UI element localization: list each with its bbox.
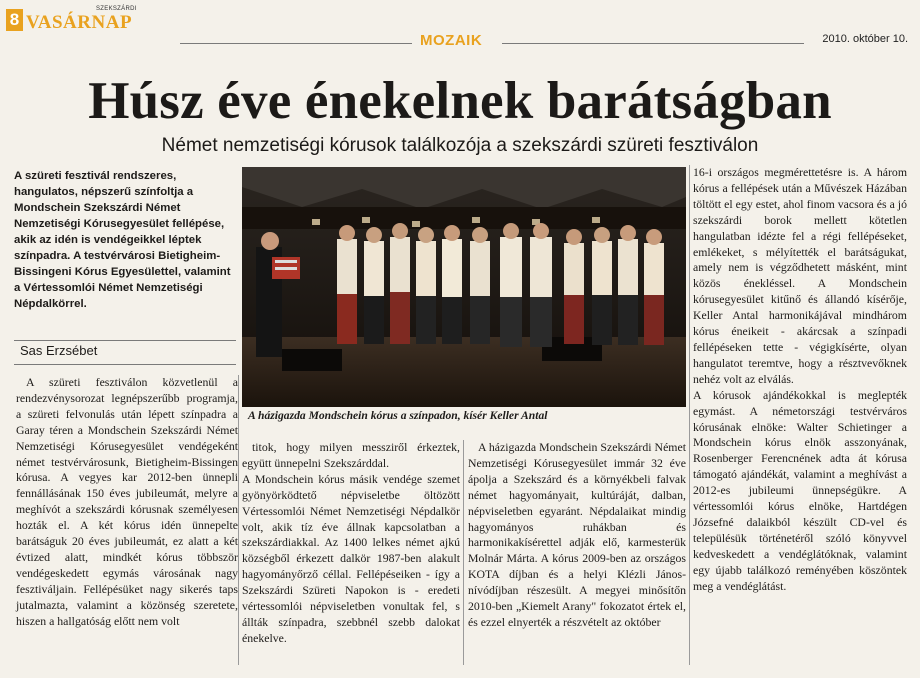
page-number: 8 (6, 9, 23, 31)
logo-small-text: SZEKSZÁRDI (96, 6, 137, 12)
header-rule-right (502, 43, 804, 44)
article-column-3 (468, 440, 686, 631)
subheadline: Német nemzetiségi kórusok találkozója a szekszárdi szüreti fesztiválon (161, 135, 759, 156)
header-rule-left (180, 43, 412, 44)
photo-illustration (242, 167, 686, 407)
article-column-1 (16, 375, 238, 630)
column-divider-3 (689, 165, 690, 665)
section-label: MOZAIK (420, 32, 483, 49)
author-byline: Sas Erzsébet (20, 343, 98, 358)
article-column-4 (693, 165, 907, 594)
choir-photo (242, 167, 686, 407)
lead-paragraph: A szüreti fesztivál rendszeres, hangulatos, népszerű színfoltja a Mondschein Szekszárdi Német Nemzetiségi Kórusegyesület fellépése, akik az idén is vendégeikkel léptek színpadra. A testvérvárosi Bietigheim-Bissingeni Kórus Egyesülettel, valamint a Vértessomlói Német Nemzetiségi Népdalkörrel. (14, 170, 231, 310)
column-3-text: A házigazda Mondschein Szekszárdi Német Nemzetiségi Kórusegyesület immár 32 éve ápolja a Szekszárd és a környékbeli falvak német hagyományait, kultúráját, dalban, népviseletben egyaránt. Népdalaikat mindig hagyományos ruhákban és harmonikakísérettel adják elő, karmesterük Molnár Márta. A kórus 2009-ben az országos KOTA díjban és a helyi Klézli János-nívódíjban részesült. A megyei minősítőn 2010-ben „Kiemelt Arany" fokozatot értek el, és ezzel elnyerték a részvételt az október (468, 440, 686, 629)
column-divider-2 (463, 440, 464, 665)
issue-date: 2010. október 10. (822, 33, 908, 45)
headline: Húsz éve énekelnek barátságban (88, 72, 832, 130)
column-divider-1 (238, 375, 239, 665)
logo-main-text: VASÁRNAP (26, 12, 133, 33)
column-2-text: titok, hogy milyen messziről érkeztek, együtt ünnepelni Szekszárddal. A Mondschein kórus másik vendége szemet gyönyörködtető népviseletbe öltözött Vértessomlói Német Nemzetiségi Népdalkör volt, akik tíz éve állnak kapcsolatban a szekszárdiakkal. Az 1400 lelkes német ajkú községből érkezett dalkör 1987-ben alakult hagyományőrző céllal. Fellépéseiken - így a Szekszárdi Szüreti Napokon is - eredeti vértessomlói népviseletben vonultak fel, s állták színpadra, szebbnél szebb dalokat énekelve. (242, 440, 460, 645)
column-1-text: A szüreti fesztiválon közvetlenül a rendezvénysorozat legnépszerűbb programja, a szüreti felvonulás után lépett színpadra a Garay téren a Mondschein Szekszárdi Német Nemzetiségi Kórusegyesület vendégeként német testvérvárosunk, Bietigheim-Bissingen kórusa. A vegyes kar 2012-ben ünnepli fennállásának 150 éves jubileumát, melyre a meghívót a szekszárdi kórusnak személyesen hozták el. A két kórus idén ünnepelte barátságuk 20 éves jubileumát, ez alatt a két évtized alatt, mindkét kórus többször vendégeskedett egymás városának nagy fesztiváljain. Fellépésüket nagy sikerés taps jutalmazta, valamint a közönség szeretete, hiszen a hallgatóság előtt nem volt (16, 375, 238, 628)
author-rule-bottom (14, 364, 236, 365)
article-column-2 (242, 440, 460, 647)
column-4-text: 16-i országos megmérettetésre is. A három kórus a fellépések után a Művészek Házában töltött el egy estet, ahol finom vacsora és a jó szekszárdi borok mellett kötetlen hangulatban idézte fel a régi fellépéseket, emlékeket, s mélyítették el barátságukat, amely nem is végződhetett másként, mint közös énekléssel. A Mondschein kórusegyesület kitűnő és állandó kísérője, Keller Antal harmonikájával mindhárom kórus éneikeit - akárcsak a színpadi fellépéseken tette - végigkísérte, olyan hangulatot teremtve, hogy a résztvevőknek nehéz volt az elválás. A kórusok ajándékokkal is meglepték egymást. A németországi testvérváros kórusának elnöke: Walter Schietinger a Mondschein kórus elnök asszonyának, Rosenberger Ferencnének adta át kórusa támogató ajándékát, valamint a meghívást a 2012-es jubileumi ünnepségükre. A vértessomlói kórus elnöke, Hartdégen Józsefné dalaikból készült CD-vel és településük történetéről szóló könyvvel kedveskedett a vendéglátóknak, valamint egy újabb találkozó reményében köszöntek meg a vendéglátást. (693, 165, 907, 593)
photo-caption: A házigazda Mondschein kórus a színpadon, kísér Keller Antal (248, 409, 548, 422)
newspaper-logo (26, 6, 176, 36)
author-rule (14, 340, 236, 341)
